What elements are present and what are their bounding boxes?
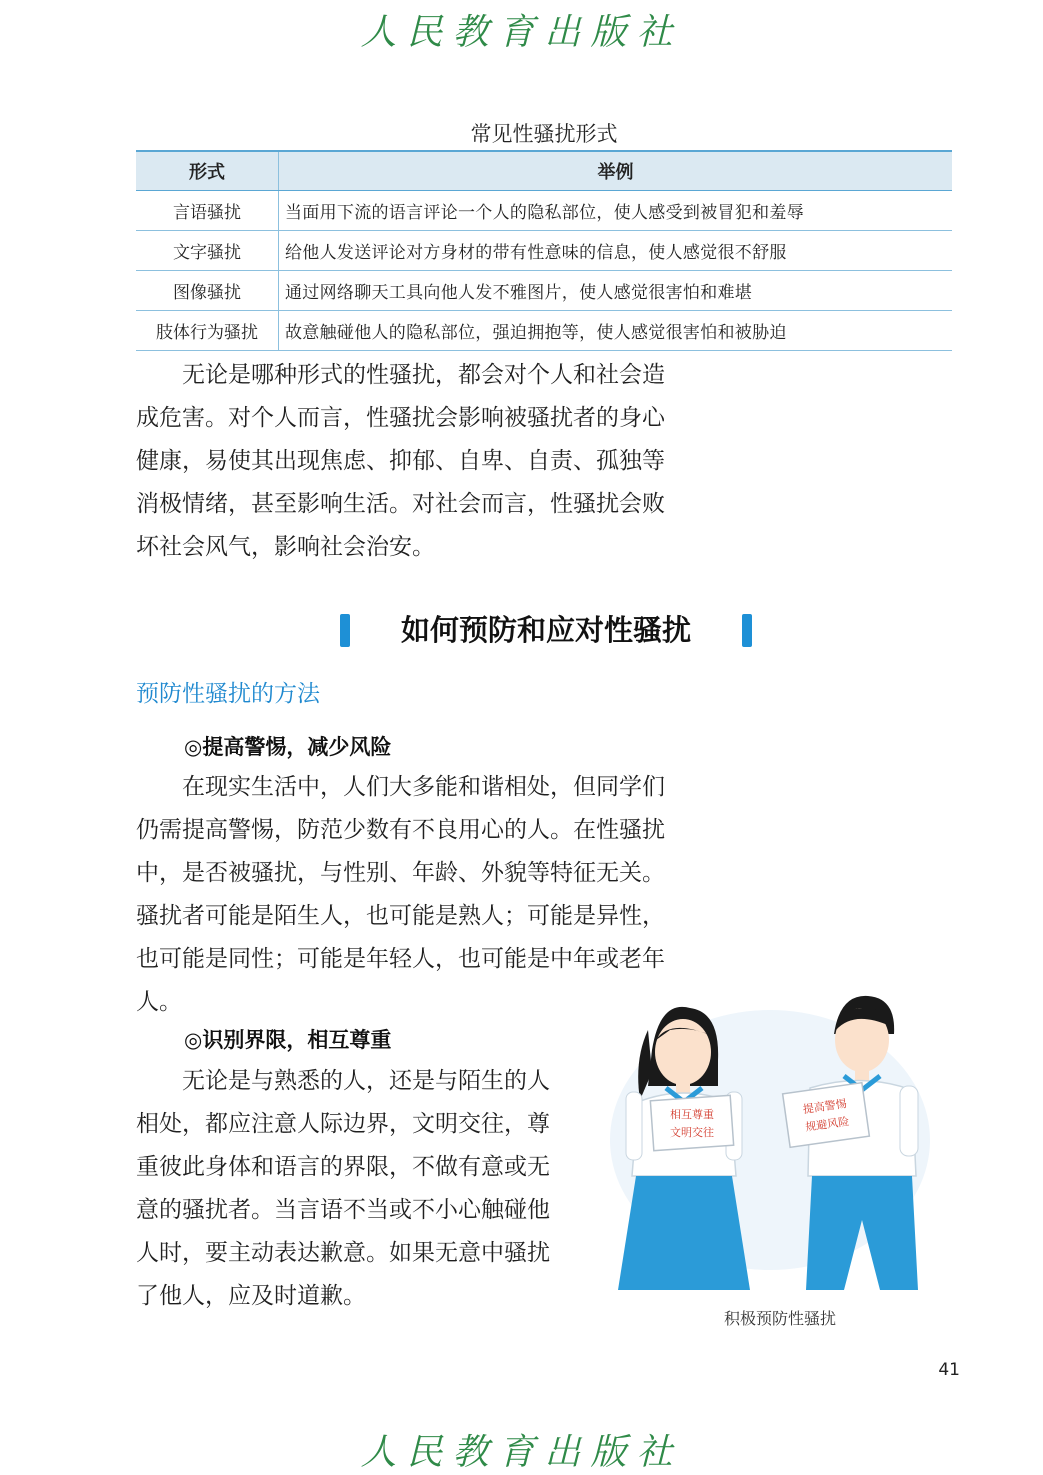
table-cell-example: 通过网络聊天工具向他人发不雅图片，使人感觉很害怕和难堪: [279, 271, 953, 311]
girl-sign-line1: 相互尊重: [670, 1108, 714, 1121]
table-header-example: 举例: [279, 151, 953, 191]
table-cell-example: 当面用下流的语言评论一个人的隐私部位，使人感受到被冒犯和羞辱: [279, 191, 953, 231]
girl-sign-line2: 文明交往: [670, 1126, 714, 1139]
vigilance-paragraph: 在现实生活中，人们大多能和谐相处，但同学们仍需提高警惕，防范少数有不良用心的人。在性骚扰中，是否被骚扰，与性别、年龄、外貌等特征无关。骚扰者可能是陌生人，也可能是熟人；可能是异性，也可能是同性；可能是年轻人，也可能是中年或老年人。: [136, 774, 665, 1015]
table-row: [136, 271, 952, 311]
table-cell-form: 言语骚扰: [136, 191, 279, 231]
table-title: 常见性骚扰形式: [470, 122, 618, 146]
table-cell-form: 图像骚扰: [136, 271, 279, 311]
boy-sign-line2: 规避风险: [804, 1114, 851, 1134]
table-header-form: 形式: [136, 151, 279, 191]
publisher-logo-top: 人民教育出版社: [360, 12, 683, 53]
table-row: [136, 191, 952, 231]
publisher-logo-bottom: 人民教育出版社: [360, 1432, 683, 1473]
table-cell-example: 给他人发送评论对方身材的带有性意味的信息，使人感觉很不舒服: [279, 231, 953, 271]
girl-sign: [650, 1095, 733, 1150]
point-title-vigilance: ◎提高警惕，减少风险: [184, 735, 392, 759]
boy-sign: [783, 1083, 870, 1148]
table-cell-form: 肢体行为骚扰: [136, 311, 279, 351]
boundaries-paragraph: 无论是与熟悉的人，还是与陌生的人相处，都应注意人际边界，文明交往，尊重彼此身体和语言的界限，不做有意或无意的骚扰者。当言语不当或不小心触碰他人时，要主动表达歉意。如果无意中骚扰了他人，应及时道歉。: [136, 1068, 550, 1309]
students-illustration: [600, 990, 940, 1300]
table-row: [136, 231, 952, 271]
section-bar-right: [742, 614, 752, 647]
illustration-caption: 积极预防性骚扰: [723, 1309, 836, 1328]
page-number: 41: [938, 1360, 960, 1380]
subsection-title: 预防性骚扰的方法: [136, 681, 320, 707]
harm-paragraph: 无论是哪种形式的性骚扰，都会对个人和社会造成危害。对个人而言，性骚扰会影响被骚扰者的身心健康，易使其出现焦虑、抑郁、自卑、自责、孤独等消极情绪，甚至影响生活。对社会而言，性骚扰会败坏社会风气，影响社会治安。: [136, 362, 665, 560]
section-heading: [340, 608, 752, 648]
table-header-row: [136, 151, 952, 191]
point-title-boundaries: ◎识别界限，相互尊重: [184, 1028, 392, 1052]
harassment-forms-table: [136, 150, 952, 351]
section-title: 如何预防和应对性骚扰: [400, 613, 691, 647]
table-cell-example: 故意触碰他人的隐私部位，强迫拥抱等，使人感觉很害怕和被胁迫: [279, 311, 953, 351]
table-cell-form: 文字骚扰: [136, 231, 279, 271]
table-row: [136, 311, 952, 351]
boy-sign-line1: 提高警惕: [802, 1097, 848, 1117]
